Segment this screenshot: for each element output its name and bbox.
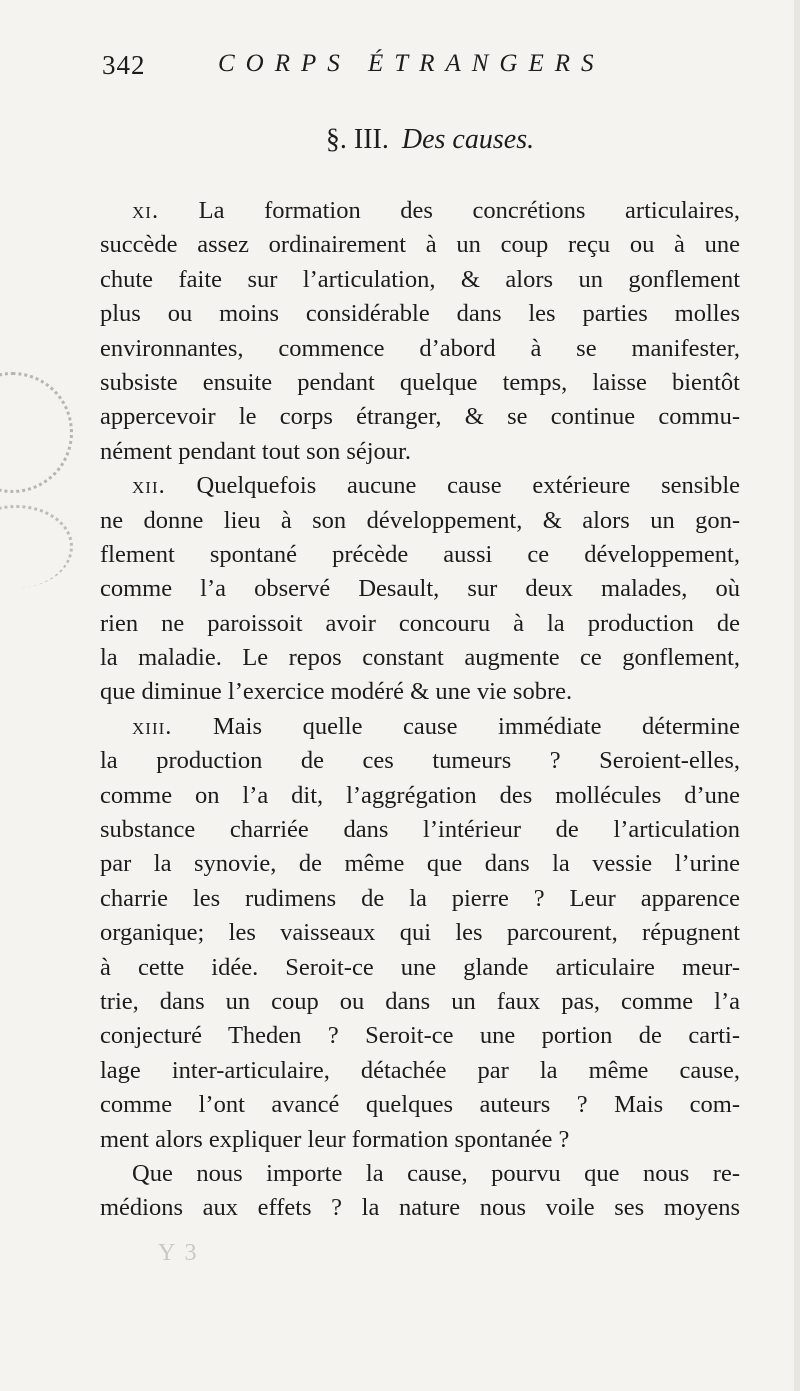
text-line bbox=[100, 1157, 740, 1191]
paragraph-number: xiii. bbox=[132, 712, 173, 740]
line-text: la maladie. Le repos constant augmente ce gonflement, bbox=[100, 644, 740, 672]
text-line bbox=[100, 194, 740, 228]
line-text: que diminue l’exercice modéré & une vie sobre. bbox=[100, 678, 573, 706]
text-line bbox=[100, 779, 740, 813]
text-line bbox=[100, 916, 740, 950]
library-stamp-bleed-lower bbox=[0, 505, 73, 588]
paragraph-number: xii. bbox=[132, 472, 166, 500]
text-line bbox=[100, 1191, 740, 1225]
running-head bbox=[100, 50, 740, 80]
line-text: environnantes, commence d’abord à se manifester, bbox=[100, 334, 740, 362]
line-text: conjecturé Theden ? Seroit-ce une portion de carti- bbox=[100, 1022, 740, 1050]
line-text: chute faite sur l’articulation, & alors un gonflement bbox=[100, 265, 740, 293]
signature-mark: Y 3 bbox=[158, 1240, 199, 1266]
line-text: nément pendant tout son séjour. bbox=[100, 437, 411, 465]
section-label: §. III. bbox=[325, 124, 389, 155]
line-text: comme l’ont avancé quelques auteurs ? Mais com- bbox=[100, 1091, 740, 1119]
text-line bbox=[100, 400, 740, 434]
library-stamp-bleed bbox=[0, 372, 73, 493]
line-text: Quelquefois aucune cause extérieure sensible bbox=[196, 472, 741, 500]
line-text: organique; les vaisseaux qui les parcourent, répugnent bbox=[100, 919, 740, 947]
text-line bbox=[100, 744, 740, 778]
line-text: succède assez ordinairement à un coup reçu ou à une bbox=[100, 231, 740, 259]
text-line bbox=[100, 538, 740, 572]
line-text: médions aux effets ? la nature nous voile ses moyens bbox=[100, 1194, 740, 1222]
section-title: Des causes. bbox=[401, 124, 535, 155]
line-text: substance charriée dans l’intérieur de l’articulation bbox=[100, 816, 740, 844]
text-line bbox=[100, 1123, 740, 1157]
text-line bbox=[100, 675, 740, 709]
line-text: Mais quelle cause immédiate détermine bbox=[212, 712, 740, 740]
line-text: ne donne lieu à son développement, & alors un gon- bbox=[100, 506, 740, 534]
line-text: ment alors expliquer leur formation spontanée ? bbox=[100, 1125, 570, 1153]
line-text: appercevoir le corps étranger, & se continue commu- bbox=[100, 403, 740, 431]
line-text: lage inter-articulaire, détachée par la même cause, bbox=[100, 1056, 740, 1084]
text-line bbox=[100, 1019, 740, 1053]
text-line bbox=[100, 435, 740, 469]
text-line bbox=[100, 572, 740, 606]
line-text: subsiste ensuite pendant quelque temps, laisse bientôt bbox=[100, 368, 740, 396]
line-text: comme l’a observé Desault, sur deux malades, où bbox=[100, 575, 740, 603]
line-text: la production de ces tumeurs ? Seroient-elles, bbox=[100, 747, 740, 775]
text-line bbox=[100, 951, 740, 985]
line-text: à cette idée. Seroit-ce une glande articulaire meur- bbox=[100, 953, 740, 981]
text-line bbox=[100, 882, 740, 916]
line-text: charrie les rudimens de la pierre ? Leur apparence bbox=[100, 884, 740, 912]
text-line bbox=[100, 710, 740, 744]
line-text: par la synovie, de même que dans la vessie l’urine bbox=[100, 850, 740, 878]
running-title: CORPS ÉTRANGERS bbox=[218, 50, 605, 77]
text-line bbox=[100, 297, 740, 331]
page-edge bbox=[794, 0, 800, 1391]
text-line bbox=[100, 366, 740, 400]
text-line bbox=[100, 263, 740, 297]
text-line bbox=[100, 332, 740, 366]
line-text: trie, dans un coup ou dans un faux pas, comme l’a bbox=[100, 987, 740, 1015]
text-line bbox=[100, 469, 740, 503]
text-line bbox=[100, 847, 740, 881]
page-number: 342 bbox=[102, 50, 146, 80]
section-heading bbox=[0, 124, 800, 156]
line-text: La formation des concrétions articulaires, bbox=[198, 197, 741, 224]
text-line bbox=[100, 1054, 740, 1088]
text-line bbox=[100, 985, 740, 1019]
text-line bbox=[100, 607, 740, 641]
text-line bbox=[100, 813, 740, 847]
text-line bbox=[100, 1088, 740, 1122]
body-text bbox=[100, 194, 740, 1226]
line-text: flement spontané précède aussi ce développement, bbox=[100, 540, 740, 568]
line-text: plus ou moins considérable dans les parties molles bbox=[100, 300, 740, 328]
line-text: Que nous importe la cause, pourvu que nous re- bbox=[132, 1159, 740, 1187]
paragraph-number: xi. bbox=[132, 197, 160, 224]
line-text: comme on l’a dit, l’aggrégation des mollécules d’une bbox=[100, 781, 740, 809]
text-line bbox=[100, 228, 740, 262]
line-text: rien ne paroissoit avoir concouru à la production de bbox=[100, 609, 740, 637]
text-line bbox=[100, 641, 740, 675]
text-line bbox=[100, 504, 740, 538]
